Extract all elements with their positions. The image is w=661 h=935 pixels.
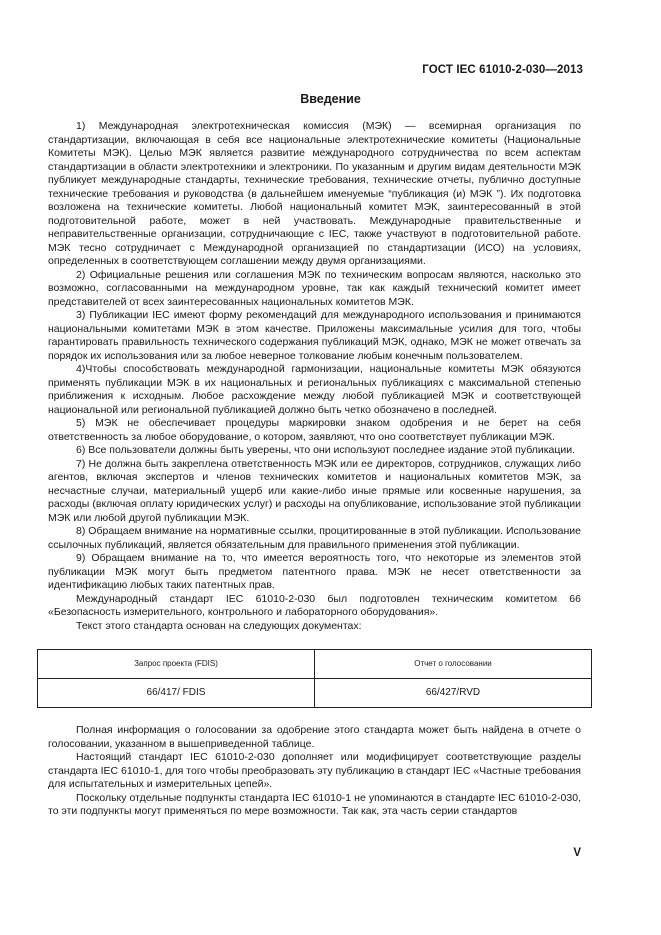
- paragraph: 1) Международная электротехническая комиссия (МЭК) — всемирная организация по стандартизации, включающая в себя все национальные электротехнические комитеты (Национальные Комитеты МЭК). Целью МЭК является развитие международного сотрудничества по всем аспектам стандартизации в области электротехники и электроники. По указанным и другим видам деятельности МЭК публикует международные стандарты, технические требования, технические отчеты, публично доступные технические требования и руководства (в дальнейшем именуемые “публикация (и) МЭК ”). Их подготовка возложена на технические комитеты. Любой национальный комитет МЭК, заинтересованный в этой подготовительной работе, может в ней участвовать. Международные правительственные и неправительственные организации, сотрудничающие с IEC, также участвуют в подготовительной работе. МЭК тесно сотрудничает с Международной организацией по стандартизации (ИСО) на условиях, определенных в соответствующем соглашении между двумя организациями.: [48, 120, 581, 267]
- voting-documents-table: [37, 649, 592, 708]
- paragraph: 5) МЭК не обеспечивает процедуры маркировки знаком одобрения и не берет на себя ответственность за любое оборудование, о котором, заявляют, что оно соответствует публикации МЭК.: [48, 417, 581, 443]
- paragraph: 9) Обращаем внимание на то, что имеется вероятность того, что некоторые из элементов этой публикации МЭК могут быть предметом патентного права. МЭК не несет ответственности за идентификацию любых таких патентных прав.: [48, 552, 581, 591]
- table-cell: 66/427/RVD: [315, 679, 592, 708]
- paragraph: 4)Чтобы способствовать международной гармонизации, национальные комитеты МЭК обязуются применять публикации МЭК в их национальных и региональных публикациях с максимальной степенью приближения к исходным. Любое расхождение между любой публикацией МЭК и соответствующей национальной или региональной публикацией должно быть четко обозначено в последней.: [48, 363, 581, 416]
- paragraph: Международный стандарт IEC 61010-2-030 был подготовлен техническим комитетом 66 «Безопасность измерительного, контрольного и лабораторного оборудования».: [48, 592, 581, 618]
- table-row: [38, 679, 592, 708]
- table-header-row: [38, 650, 592, 679]
- paragraph: 2) Официальные решения или соглашения МЭК по техническим вопросам являются, насколько это возможно, согласованными на международном уровне, так как каждый технический комитет имеет представителей от всех заинтересованных национальных комитетов МЭК.: [48, 268, 581, 308]
- paragraph: Настоящий стандарт IEC 61010-2-030 дополняет или модифицирует соответствующие разделы стандарта IEC 61010-1, для того чтобы преобразовать эту публикацию в стандарт IEC «Частные требования для испытательных и измерительных цепей».: [48, 751, 581, 790]
- paragraph: 7) Не должна быть закреплена ответственность МЭК или ее директоров, сотрудников, служащих либо агентов, включая экспертов и членов технических комитетов и национальных комитетов МЭК, за несчастные случаи, материальный ущерб или какие-либо иные прямые или косвенные нарушения, за расходы (включая оплату юридических услуг) и расходы на опубликование, использование этой публикации МЭК или любой другой публикации МЭК.: [48, 457, 581, 524]
- page-number: V: [573, 847, 581, 859]
- paragraph: Полная информация о голосовании за одобрение этого стандарта может быть найдена в отчете о голосовании, указанном в вышеприведенной таблице.: [48, 724, 581, 750]
- table-header-cell: Запрос проекта (FDIS): [38, 650, 315, 679]
- document-code-header: ГОСТ IEC 61010-2-030—2013: [422, 64, 583, 76]
- paragraph: 6) Все пользователи должны быть уверены, что они используют последнее издание этой публикации.: [76, 444, 576, 456]
- paragraph: 8) Обращаем внимание на нормативные ссылки, процитированные в этой публикации. Использование ссылочных публикаций, является обязательным для правильного применения этой публикации.: [48, 525, 581, 551]
- paragraph: 3) Публикации IEC имеют форму рекомендаций для международного использования и принимаются национальными комитетами МЭК в этом качестве. Приложены максимальные усилия для того, чтобы гарантировать правильность технического содержания публикаций МЭК, однако, МЭК не может отвечать за порядок их использования или за любое неверное толкование любым конечным пользователем.: [48, 309, 581, 362]
- section-title: Введение: [300, 92, 361, 106]
- document-body: [48, 120, 581, 819]
- table-header-cell: Отчет о голосовании: [315, 650, 592, 679]
- paragraph: Поскольку отдельные подпункты стандарта IEC 61010-1 не упоминаются в стандарте IEC 61010-2-030, то эти подпункты могут применяться по мере возможности. Так как, эта часть серии стандартов: [48, 791, 581, 817]
- paragraph: Текст этого стандарта основан на следующих документах:: [76, 619, 362, 632]
- table-cell: 66/417/ FDIS: [38, 679, 315, 708]
